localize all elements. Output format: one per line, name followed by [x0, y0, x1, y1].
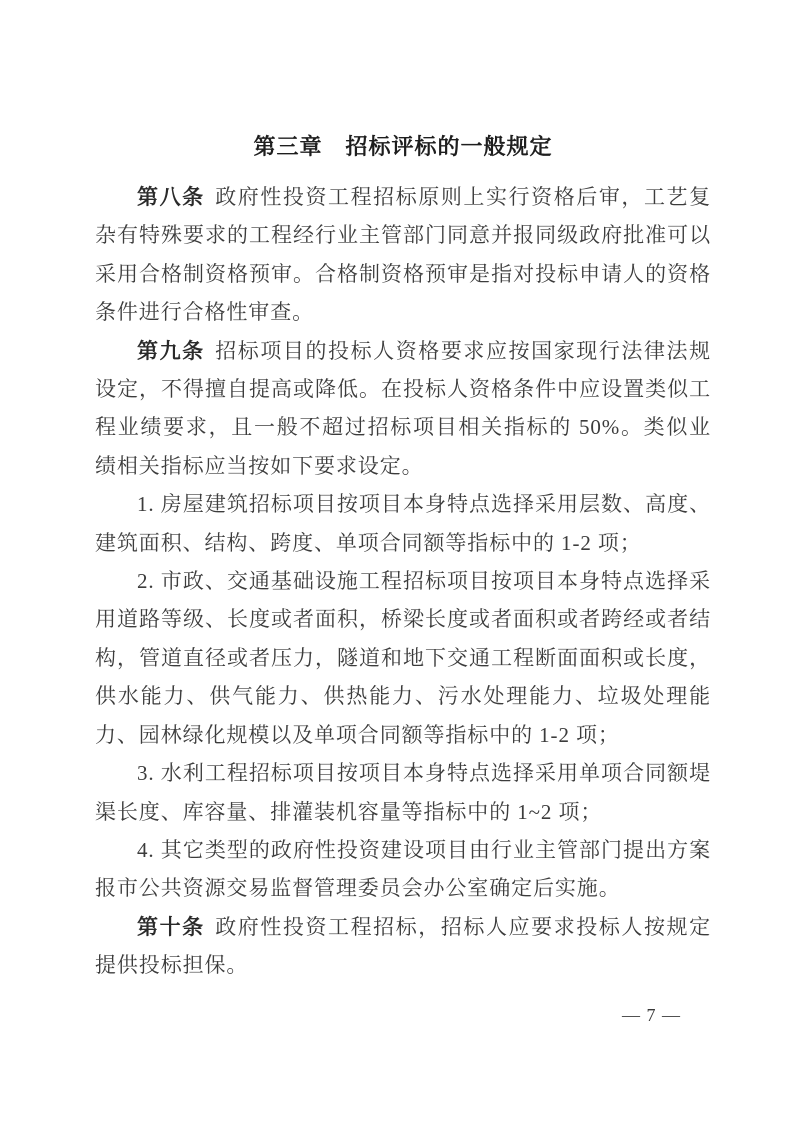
paragraph-article-8: [95, 178, 711, 332]
paragraph-text: 1. 房屋建筑招标项目按项目本身特点选择采用层数、高度、建筑面积、结构、跨度、单项合同额等指标中的 1-2 项；: [95, 492, 711, 555]
paragraph-article-10: [95, 908, 711, 985]
paragraph-text: 4. 其它类型的政府性投资建设项目由行业主管部门提出方案报市公共资源交易监督管理委员会办公室确定后实施。: [95, 837, 711, 901]
article-number: 第八条: [137, 185, 205, 209]
paragraph-text: 3. 水利工程招标项目按项目本身特点选择采用单项合同额堤渠长度、库容量、排灌装机容量等指标中的 1~2 项；: [95, 761, 711, 824]
page-number: — 7 —: [622, 1005, 681, 1025]
paragraph-text: 政府性投资工程招标原则上实行资格后审，工艺复杂有特殊要求的工程经行业主管部门同意并报同级政府批准可以采用合格制资格预审。合格制资格预审是指对投标申请人的资格条件进行合格性审查。: [95, 185, 711, 325]
paragraph-item-2: [95, 562, 711, 754]
paragraph-text: 招标项目的投标人资格要求应按国家现行法律法规设定，不得擅自提高或降低。在投标人资格条件中应设置类似工程业绩要求，且一般不超过招标项目相关指标的 50%。类似业绩相关指标应当按如下要求设定。: [95, 338, 711, 478]
paragraph-text: 政府性投资工程招标，招标人应要求投标人按规定提供投标担保。: [95, 914, 711, 978]
article-number: 第九条: [137, 338, 205, 363]
paragraph-article-9: [95, 332, 711, 486]
chapter-title: 第三章 招标评标的一般规定: [253, 134, 553, 159]
paragraph-item-1: [95, 485, 711, 562]
paragraph-item-3: [95, 754, 711, 831]
paragraph-item-4: [95, 831, 711, 908]
document-content: [95, 130, 711, 985]
article-number: 第十条: [137, 914, 205, 939]
paragraph-text: 2. 市政、交通基础设施工程招标项目按项目本身特点选择采用道路等级、长度或者面积，桥梁长度或者面积或者跨经或者结构，管道直径或者压力，隧道和地下交通工程断面面积或长度，供水能力、供气能力、供热能力、污水处理能力、垃圾处理能力、园林绿化规模以及单项合同额等指标中的 1-2 项；: [95, 569, 711, 747]
